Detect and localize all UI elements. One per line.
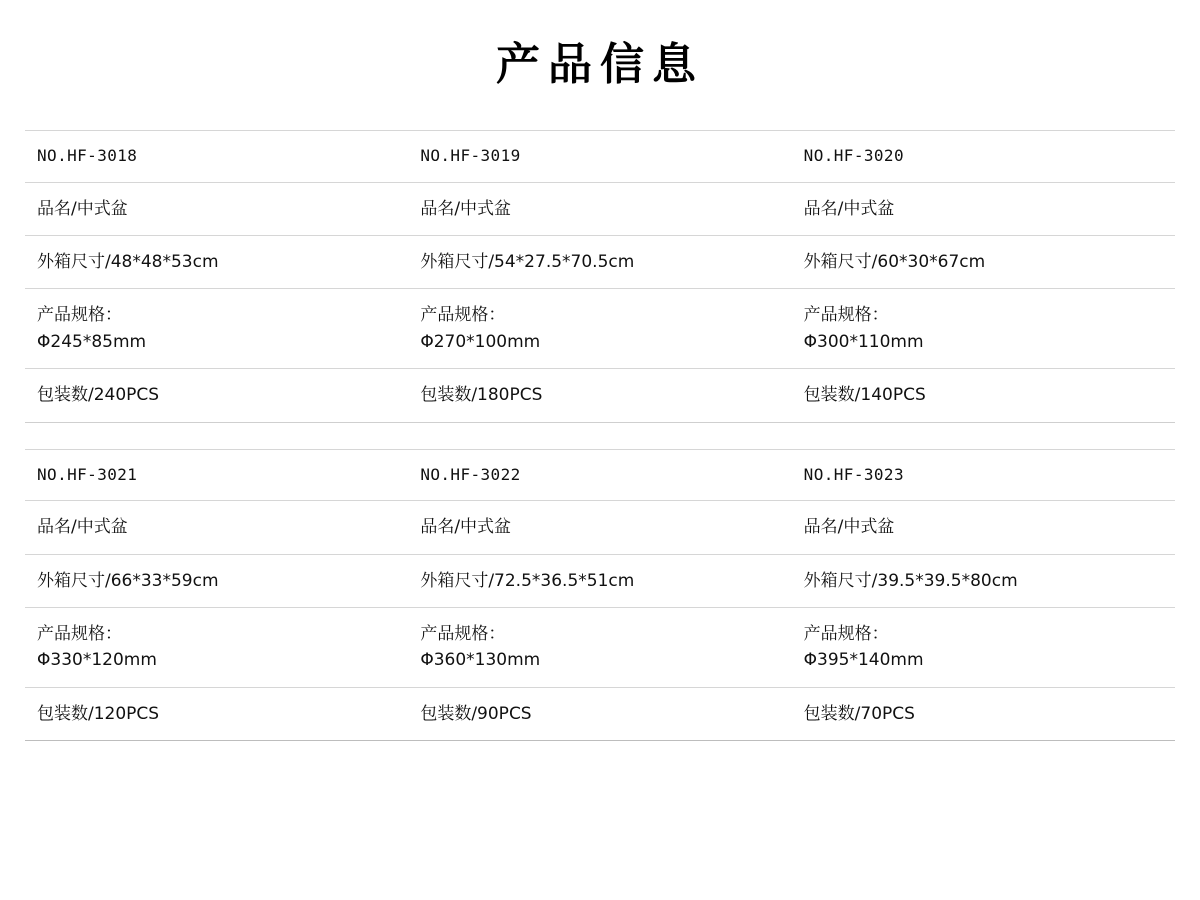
- table-row: [25, 236, 1175, 289]
- product-no: NO.HF-3020: [803, 146, 904, 165]
- product-name: 品名/中式盆: [803, 517, 895, 538]
- product-no: NO.HF-3018: [37, 146, 138, 165]
- table-row: [25, 608, 1175, 688]
- product-spec-value: Φ395*140mm: [803, 650, 924, 671]
- product-name: 品名/中式盆: [420, 517, 512, 538]
- product-cell: [408, 289, 791, 369]
- carton-size: 外箱尺寸/48*48*53cm: [37, 252, 219, 273]
- product-cell: [408, 554, 791, 607]
- product-spec-label: 产品规格：: [420, 624, 506, 644]
- table-bottom-border: [25, 741, 1175, 742]
- product-cell: [792, 289, 1175, 369]
- product-no: NO.HF-3019: [420, 146, 521, 165]
- product-spec-label: 产品规格：: [37, 624, 122, 644]
- product-no: NO.HF-3022: [420, 464, 521, 484]
- table-row: [25, 369, 1175, 422]
- product-cell: [408, 369, 791, 422]
- product-name: 品名/中式盆: [803, 198, 895, 219]
- carton-size: 外箱尺寸/54*27.5*70.5cm: [420, 252, 635, 273]
- table-row: [25, 687, 1175, 740]
- product-cell: [25, 131, 408, 183]
- product-cell: [25, 687, 408, 740]
- product-spec-value: Φ270*100mm: [420, 331, 541, 352]
- packing-qty: 包装数/180PCS: [420, 385, 543, 406]
- carton-size: 外箱尺寸/72.5*36.5*51cm: [420, 570, 635, 591]
- table-row: [25, 501, 1175, 554]
- product-cell: [792, 687, 1175, 740]
- product-name: 品名/中式盆: [420, 198, 512, 219]
- product-spec-label: 产品规格：: [37, 305, 122, 326]
- packing-qty: 包装数/140PCS: [803, 385, 926, 406]
- product-cell: [408, 687, 791, 740]
- product-cell: [408, 236, 791, 289]
- product-spec-label: 产品规格：: [420, 305, 506, 326]
- packing-qty: 包装数/90PCS: [420, 703, 532, 724]
- product-cell: [792, 608, 1175, 688]
- product-no: NO.HF-3021: [37, 464, 138, 484]
- product-cell: [792, 131, 1175, 183]
- product-cell: [408, 608, 791, 688]
- product-spec-value: Φ300*110mm: [803, 331, 924, 352]
- packing-qty: 包装数/120PCS: [37, 703, 160, 724]
- product-cell: [792, 236, 1175, 289]
- product-cell: [25, 554, 408, 607]
- table-row: [25, 449, 1175, 501]
- product-cell: [408, 182, 791, 235]
- product-spec-value: Φ360*130mm: [420, 650, 541, 671]
- packing-qty: 包装数/240PCS: [37, 385, 160, 406]
- product-cell: [25, 289, 408, 369]
- product-cell: [408, 131, 791, 183]
- product-cell: [792, 501, 1175, 554]
- carton-size: 外箱尺寸/66*33*59cm: [37, 570, 219, 591]
- product-spec-table: [25, 130, 1175, 741]
- table-row: [25, 554, 1175, 607]
- product-cell: [792, 449, 1175, 501]
- product-cell: [25, 236, 408, 289]
- product-name: 品名/中式盆: [37, 198, 128, 219]
- product-no: NO.HF-3023: [803, 464, 904, 484]
- product-spec-label: 产品规格：: [803, 305, 889, 326]
- group-gap: [25, 423, 1175, 450]
- table-row: [25, 131, 1175, 183]
- table-row: [25, 289, 1175, 369]
- product-cell: [408, 449, 791, 501]
- table-row: [25, 182, 1175, 235]
- product-cell: [25, 449, 408, 501]
- product-name: 品名/中式盆: [37, 517, 128, 538]
- product-spec-label: 产品规格：: [803, 624, 889, 644]
- product-cell: [792, 554, 1175, 607]
- product-cell: [408, 501, 791, 554]
- packing-qty: 包装数/70PCS: [803, 703, 915, 724]
- carton-size: 外箱尺寸/60*30*67cm: [803, 252, 986, 273]
- product-cell: [25, 369, 408, 422]
- page-title: 产品信息: [496, 39, 704, 90]
- product-cell: [792, 182, 1175, 235]
- product-spec-value: Φ330*120mm: [37, 650, 157, 671]
- product-cell: [25, 182, 408, 235]
- product-spec-value: Φ245*85mm: [37, 331, 147, 352]
- product-cell: [25, 608, 408, 688]
- product-cell: [792, 369, 1175, 422]
- product-cell: [25, 501, 408, 554]
- carton-size: 外箱尺寸/39.5*39.5*80cm: [803, 570, 1018, 591]
